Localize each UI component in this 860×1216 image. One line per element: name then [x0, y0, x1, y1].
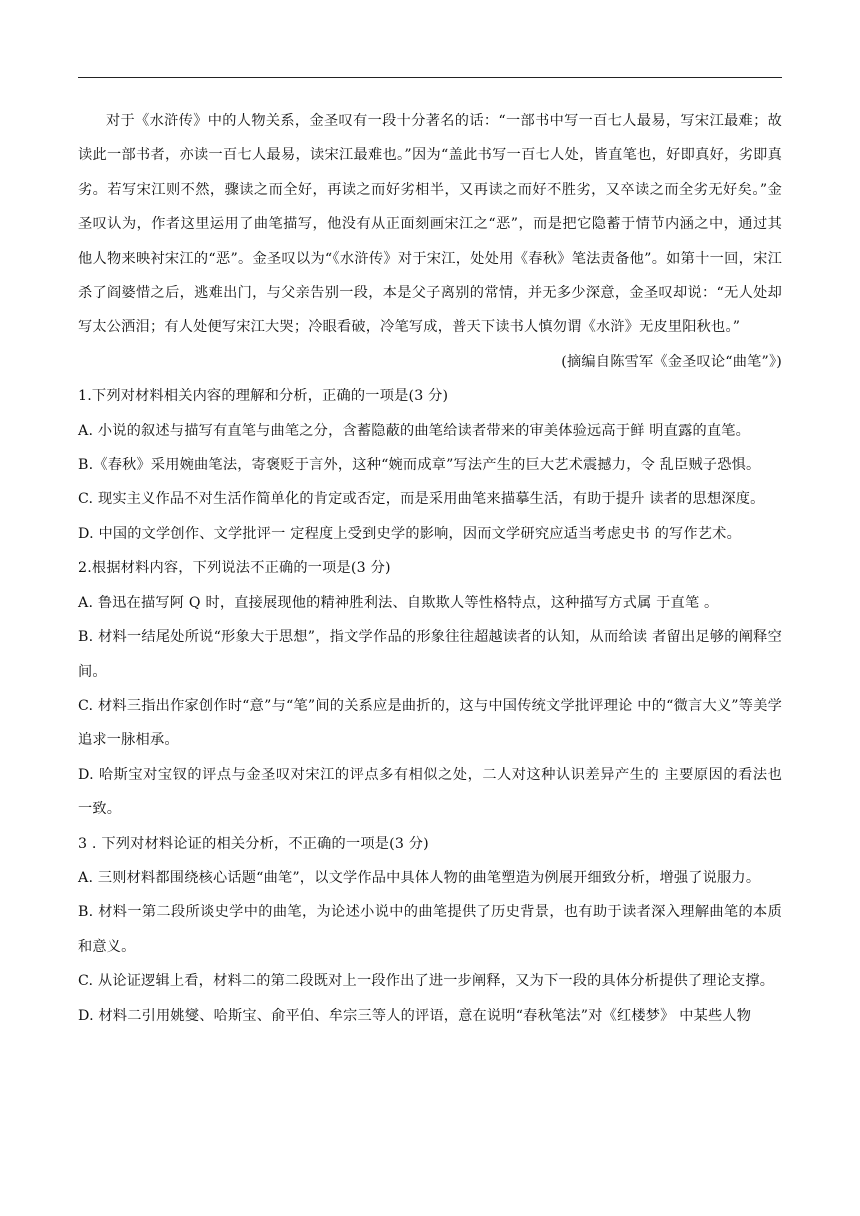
- option-a: A. 鲁迅在描写阿 Q 时，直接展现他的精神胜利法、自欺欺人等性格特点，这种描写方式属 于直笔 。: [78, 594, 719, 611]
- option-d: D. 哈斯宝对宝钗的评点与金圣叹对宋江的评点多有相似之处，二人对这种认识差异产生的 主要原因的看法也 一致。: [78, 766, 782, 818]
- question-stem: 1.下列对材料相关内容的理解和分析，正确的一项是(3 分): [78, 388, 449, 405]
- question-stem: 2.根据材料内容，下列说法不正确的一项是(3 分): [78, 560, 391, 577]
- passage-paragraph: 对于《水浒传》中的人物关系，金圣叹有一段十分著名的话：“一部书中写一百七人最易，写宋江最难；故读此一部书者，亦读一百七人最易，读宋江最难也。”因为“盖此书写一百七人处，皆直笔也，好即真好，劣即真劣。若写宋江则不然，骤读之而全好，再读之而好劣相半，又再读之而好不胜劣，又卒读之而全劣无好矣。”金圣叹认为，作者这里运用了曲笔描写，他没有从正面刻画宋江之“恶”，而是把它隐蓄于情节内涵之中，通过其他人物来映衬宋江的“恶”。金圣叹以为“《水浒传》对于宋江，处处用《春秋》笔法责备他”。如第十一回，宋江杀了阎婆惜之后，逃难出门，与父亲告别一段，本是父子离别的常情，并无多少深意，金圣叹却说：“无人处却写太公洒泪；有人处便写宋江大哭；冷眼看破，冷笔写成，普天下读书人慎勿谓《水浒》无皮里阳秋也。”: [78, 113, 782, 336]
- question-stem: 3 . 下列对材料论证的相关分析，不正确的一项是(3 分): [78, 835, 429, 852]
- option-d: D. 中国的文学创作、文学批评一 定程度上受到史学的影响，因而文学研究应适当考虑史书 的写作艺术。: [78, 525, 741, 542]
- document-body: [78, 104, 782, 1033]
- option-a: A. 三则材料都围绕核心话题“曲笔”，以文学作品中具体人物的曲笔塑造为例展开细致分析，增强了说服力。: [78, 869, 761, 886]
- option-a: A. 小说的叙述与描写有直笔与曲笔之分，含蓄隐蔽的曲笔给读者带来的审美体验远高于鲜 明直露的直笔。: [78, 422, 751, 439]
- option-c: C. 材料三指出作家创作时“意”与“笔”间的关系应是曲折的，这与中国传统文学批评理论 中的“微言大义”等美学追求一脉相承。: [78, 697, 782, 749]
- header-rule: [78, 77, 782, 78]
- option-c: C. 现实主义作品不对生活作简单化的肯定或否定，而是采用曲笔来描摹生活，有助于提升 读者的思想深度。: [78, 491, 765, 508]
- question-1: [78, 379, 782, 551]
- option-c: C. 从论证逻辑上看，材料二的第二段既对上一段作出了进一步阐释，又为下一段的具体分析提供了理论支撑。: [78, 973, 775, 990]
- option-b: B. 材料一第二段所谈史学中的曲笔，为论述小说中的曲笔提供了历史背景，也有助于读者深入理解曲笔的本质和意义。: [78, 904, 782, 955]
- option-b: B.《春秋》采用婉曲笔法，寄褒贬于言外，这种“婉而成章”写法产生的巨大艺术震撼力，令 乱臣贼子恐惧。: [78, 457, 761, 474]
- option-d: D. 材料二引用姚燮、哈斯宝、俞平伯、牟宗三等人的评语，意在说明“春秋笔法”对《红楼梦》 中某些人物: [78, 1007, 752, 1024]
- question-3: [78, 827, 782, 1033]
- question-2: [78, 551, 782, 826]
- option-b: B. 材料一结尾处所说“形象大于思想”，指文学作品的形象往往超越读者的认知，从而给读 者留出足够的阐释空间。: [78, 629, 782, 680]
- passage-source: (摘编自陈雪军《金圣叹论“曲笔”》): [561, 353, 782, 370]
